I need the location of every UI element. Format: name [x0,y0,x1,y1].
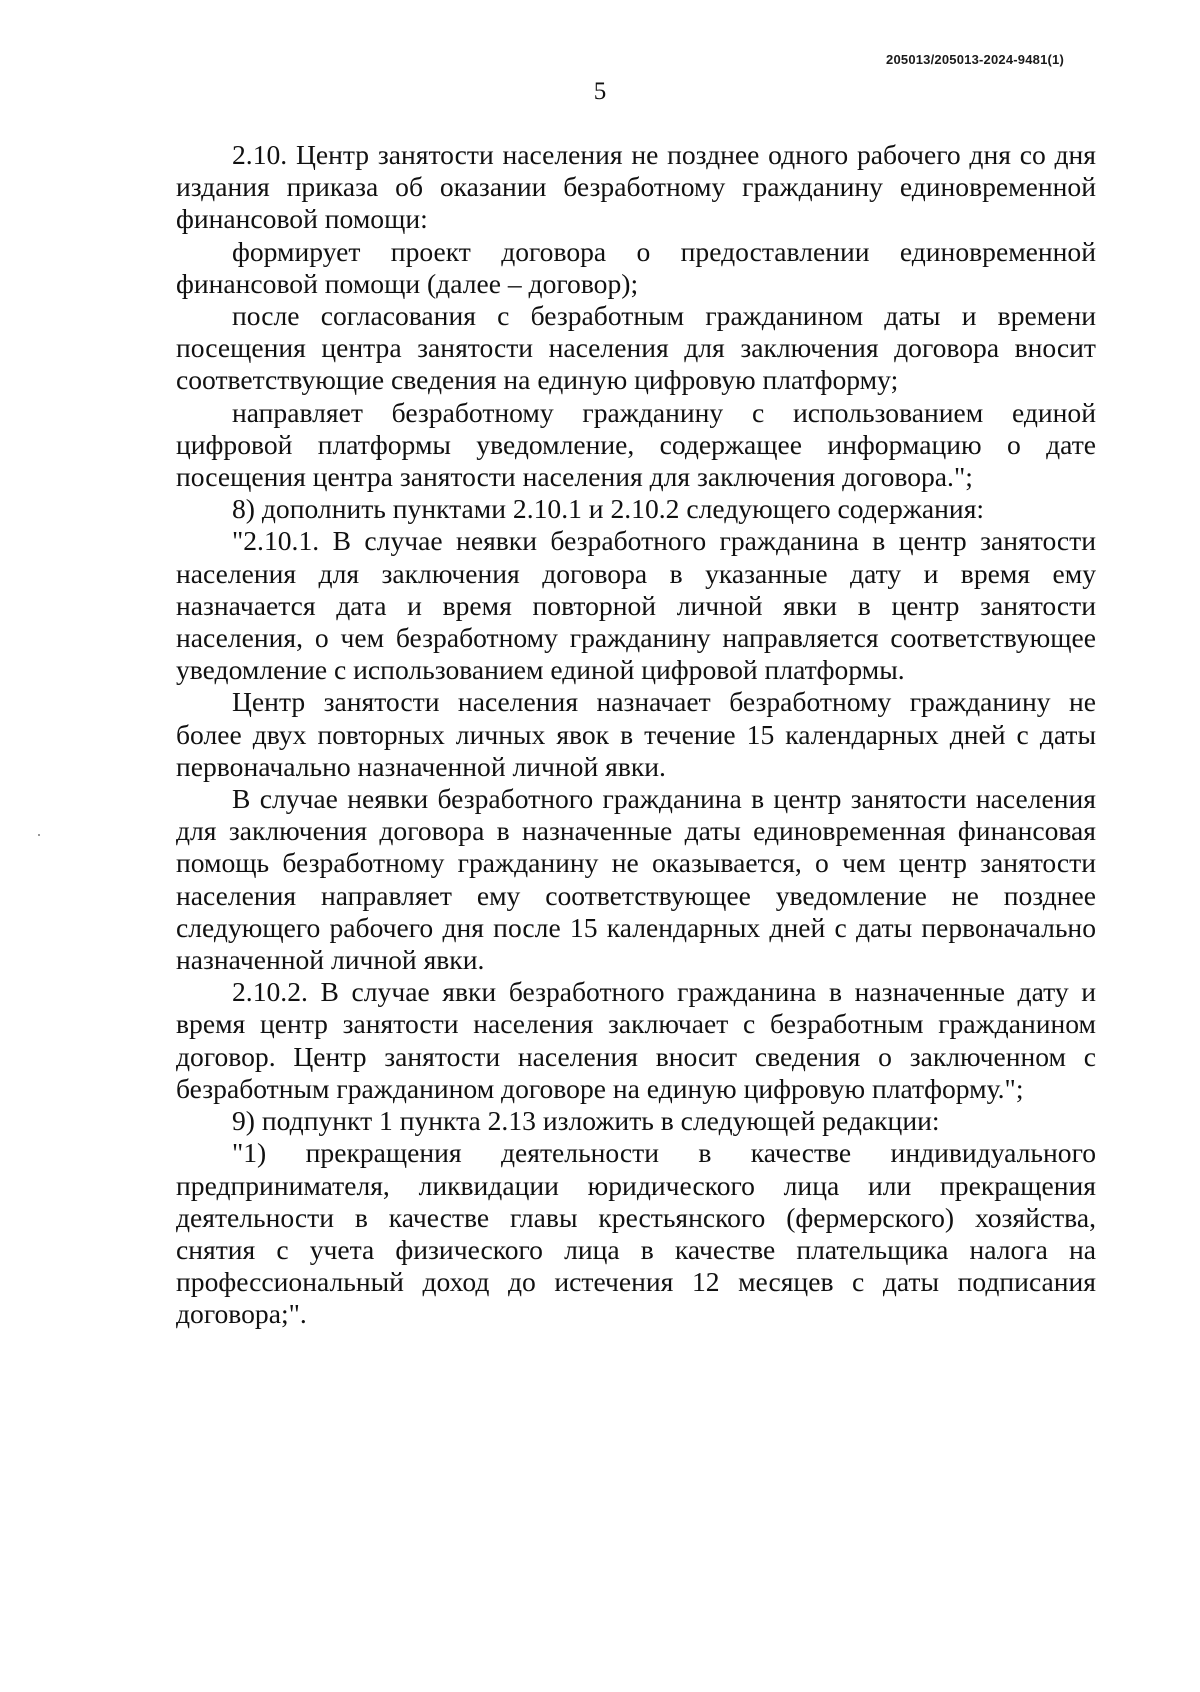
document-body [176,139,1096,1331]
paragraph: В случае неявки безработного гражданина в центр занятости населения для заключения договора в назначенные даты единовременная финансовая помощь безработному гражданину не оказывается, о чем центр занятости населения направляет ему соответствующее уведомление не позднее следующего рабочего дня после 15 календарных дней с даты первоначально назначенной личной явки. [176,783,1096,976]
paragraph: 2.10.2. В случае явки безработного гражданина в назначенные дату и время центр занятости населения заключает с безработным гражданином договор. Центр занятости населения вносит сведения о заключенном с безработным гражданином договоре на единую цифровую платформу."; [176,976,1096,1104]
page-number: 5 [593,78,607,105]
paragraph: Центр занятости населения назначает безработному гражданину не более двух повторных личных явок в течение 15 календарных дней с даты первоначально назначенной личной явки. [176,686,1096,782]
paragraph: "2.10.1. В случае неявки безработного гражданина в центр занятости населения для заключения договора в указанные дату и время ему назначается дата и время повторной личной явки в центр занятости населения, о чем безработному гражданину направляется соответствующее уведомление с использованием единой цифровой платформы. [176,525,1096,686]
paragraph: 2.10. Центр занятости населения не позднее одного рабочего дня со дня издания приказа об оказании безработному гражданину единовременной финансовой помощи: [176,139,1096,235]
scan-speck [38,834,40,836]
document-id: 205013/205013-2024-9481(1) [886,52,1064,67]
paragraph: формирует проект договора о предоставлении единовременной финансовой помощи (далее – договор); [176,235,1096,299]
paragraph: после согласования с безработным гражданином даты и времени посещения центра занятости населения для заключения договора вносит соответствующие сведения на единую цифровую платформу; [176,300,1096,396]
paragraph: "1) прекращения деятельности в качестве индивидуального предпринимателя, ликвидации юридического лица или прекращения деятельности в качестве главы крестьянского (фермерского) хозяйства, снятия с учета физического лица в качестве плательщика налога на профессиональный доход до истечения 12 месяцев с даты подписания договора;". [176,1137,1096,1330]
paragraph: 8) дополнить пунктами 2.10.1 и 2.10.2 следующего содержания: [232,493,985,525]
paragraph: направляет безработному гражданину с использованием единой цифровой платформы уведомление, содержащее информацию о дате посещения центра занятости населения для заключения договора."; [176,396,1096,493]
paragraph: 9) подпункт 1 пункта 2.13 изложить в следующей редакции: [232,1105,940,1137]
